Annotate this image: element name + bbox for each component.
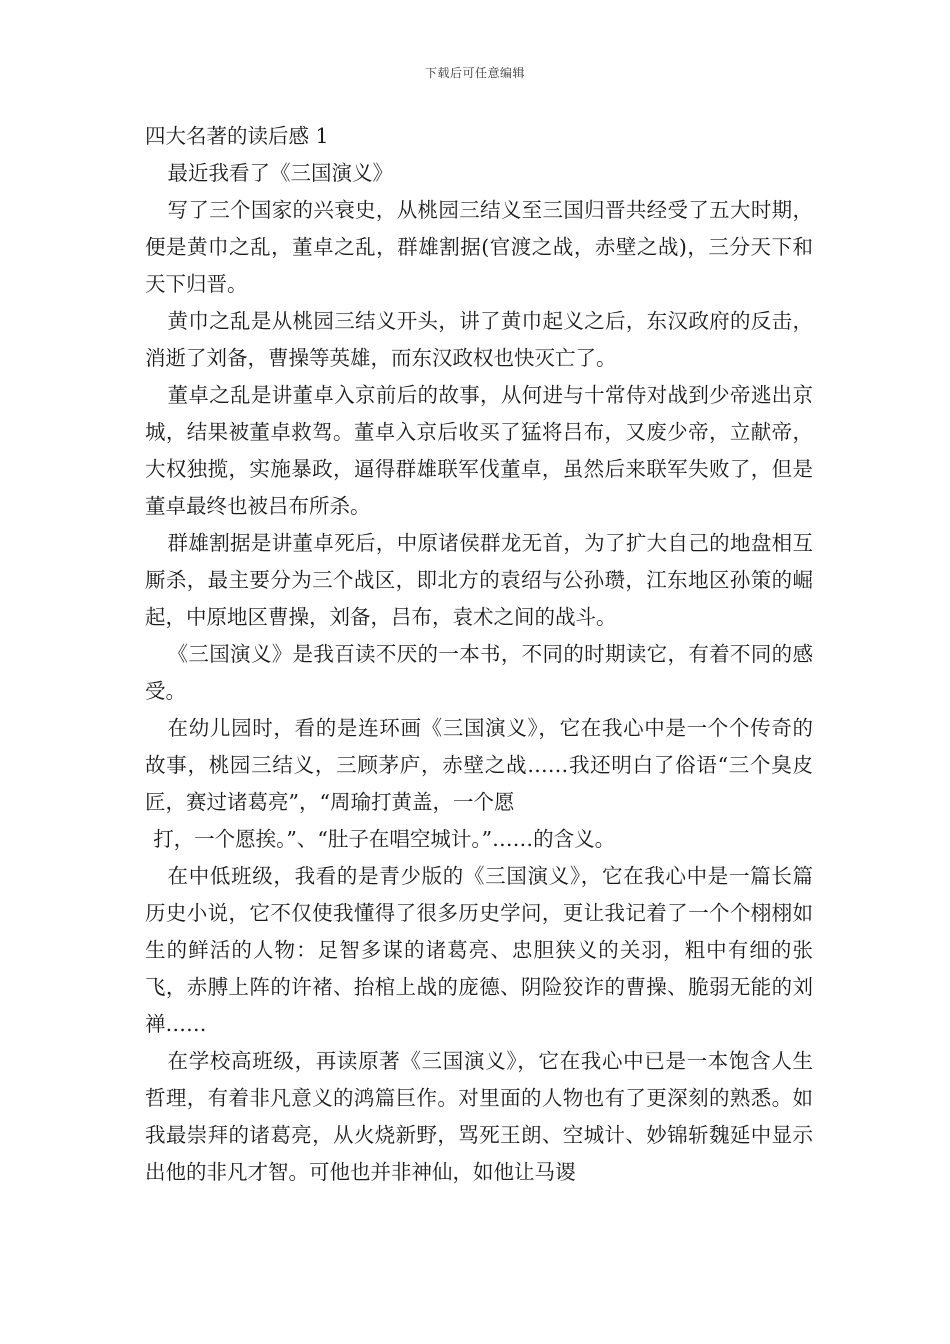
- paragraph: 在学校高班级，再读原著《三国演义》，它在我心中已是一本饱含人生哲理，有着非凡意义的鸿篇巨作。对里面的人物也有了更深刻的熟悉。如我最崇拜的诸葛亮，从火烧新野，骂死王朗、空城计、妙锦斩魏延中显示出他的非凡才智。可他也并非神仙，如他让马谡: [145, 1049, 813, 1184]
- document-title: 四大名著的读后感 1: [145, 124, 329, 148]
- paragraph: 最近我看了《三国演义》: [167, 161, 394, 185]
- paragraph: 董卓之乱是讲董卓入京前后的故事，从何进与十常侍对战到少帝逃出京城，结果被董卓救驾。董卓入京后收买了猛将吕布，又废少帝，立献帝，大权独揽，实施暴政，逼得群雄联军伐董卓，虽然后来联军失败了，但是董卓最终也被吕布所杀。: [145, 383, 813, 518]
- paragraph: 《三国演义》是我百读不厌的一本书，不同的时期读它，有着不同的感受。: [145, 642, 813, 703]
- document-body: [145, 118, 813, 1191]
- paragraph: 在中低班级，我看的是青少版的《三国演义》，它在我心中是一篇长篇历史小说，它不仅使我懂得了很多历史学问，更让我记着了一个个栩栩如生的鲜活的人物：足智多谋的诸葛亮、忠胆狭义的关羽，粗中有细的张飞，赤膊上阵的许褚、抬棺上战的庞德、阴险狡诈的曹操、脆弱无能的刘禅……: [145, 864, 813, 1036]
- paragraph: 打，一个愿挨。”、“肚子在唱空城计。”……的含义。: [153, 827, 616, 851]
- paragraph: 群雄割据是讲董卓死后，中原诸侯群龙无首，为了扩大自己的地盘相互厮杀，最主要分为三个战区，即北方的袁绍与公孙瓒，江东地区孙策的崛起，中原地区曹操，刘备，吕布，袁术之间的战斗。: [145, 531, 813, 629]
- paragraph: 黄巾之乱是从桃园三结义开头，讲了黄巾起义之后，东汉政府的反击，消逝了刘备，曹操等英雄，而东汉政权也快灭亡了。: [145, 309, 813, 370]
- page-header: 下载后可任意编辑: [424, 66, 525, 80]
- paragraph: 在幼儿园时，看的是连环画《三国演义》，它在我心中是一个个传奇的故事，桃园三结义，三顾茅庐，赤壁之战……我还明白了俗语“三个臭皮匠，赛过诸葛亮”，“周瑜打黄盖，一个愿: [145, 716, 813, 814]
- paragraph: 写了三个国家的兴衰史，从桃园三结义至三国归晋共经受了五大时期，便是黄巾之乱，董卓之乱，群雄割据(官渡之战，赤壁之战)，三分天下和天下归晋。: [145, 198, 813, 296]
